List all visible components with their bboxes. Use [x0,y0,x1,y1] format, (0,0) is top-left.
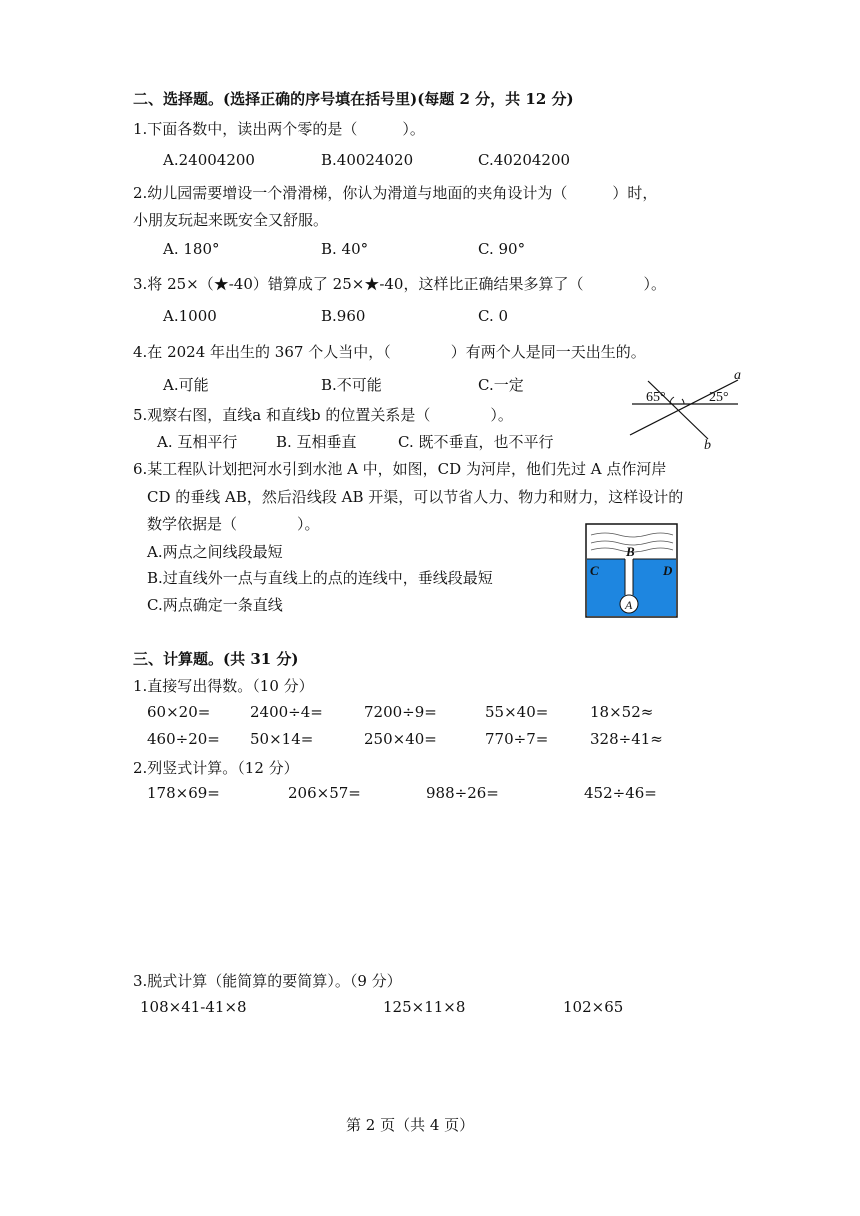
line-a [630,380,738,435]
page-number: 第 2 页（共 4 页） [346,1116,475,1134]
vertical-calc-1: 178×69= [147,784,220,802]
question-3-option-c: C. 0 [478,307,509,325]
part-3-title: 3.脱式计算（能简算的要简算）。（9 分） [133,972,402,990]
lines-a-b-figure [620,365,760,455]
question-5-option-a: A. 互相平行 [157,433,238,451]
question-1-option-a: A.24004200 [163,151,255,169]
oral-calc-r1-c2: 2400÷4= [250,703,323,721]
question-1-option-b: B.40024020 [321,151,414,169]
point-d-label: D [663,563,673,578]
line-a-label: a [734,368,741,383]
angle-25-arc [682,399,684,404]
stepwise-calc-3: 102×65 [563,998,624,1016]
vertical-calc-4: 452÷46= [584,784,657,802]
point-c-label: C [590,563,599,578]
question-5-option-c: C. 既不垂直，也不平行 [398,433,554,451]
question-6-stem-line1: 6.某工程队计划把河水引到水池 A 中，如图，CD 为河岸，他们先过 A 点作河岸 [133,460,667,478]
oral-calc-r1-c4: 55×40= [485,703,549,721]
angle-65-label: 65° [646,390,666,405]
question-3-option-a: A.1000 [163,307,217,325]
oral-calc-r2-c4: 770÷7= [485,730,549,748]
question-4-option-b: B.不可能 [321,376,382,394]
point-a-label: A [625,598,633,612]
oral-calc-r2-c1: 460÷20= [147,730,220,748]
point-b-label: B [626,544,635,559]
question-4-option-c: C.一定 [478,376,524,394]
section-2-heading: 二、选择题。(选择正确的序号填在括号里)(每题 2 分，共 12 分) [133,90,574,108]
oral-calc-r2-c5: 328÷41≈ [590,730,663,748]
oral-calc-r1-c3: 7200÷9= [364,703,437,721]
question-2-option-c: C. 90° [478,240,526,258]
question-6-stem-line3: 数学依据是（ ）。 [147,515,320,533]
stepwise-calc-2: 125×11×8 [383,998,466,1016]
question-5-stem: 5.观察右图，直线a 和直线b 的位置关系是（ ）。 [133,406,513,424]
oral-calc-r2-c2: 50×14= [250,730,314,748]
vertical-calc-2: 206×57= [288,784,361,802]
oral-calc-r1-c1: 60×20= [147,703,211,721]
question-6-option-a: A.两点之间线段最短 [147,543,283,561]
question-6-stem-line2: CD 的垂线 AB，然后沿线段 AB 开渠，可以节省人力、物力和财力，这样设计的 [147,488,684,506]
question-2-option-a: A. 180° [163,240,220,258]
stepwise-calc-1: 108×41-41×8 [140,998,247,1016]
angle-25-label: 25° [709,390,729,405]
oral-calc-r1-c5: 18×52≈ [590,703,654,721]
question-1-option-c: C.40204200 [478,151,571,169]
question-6-option-b: B.过直线外一点与直线上的点的连线中，垂线段最短 [147,569,493,587]
question-4-option-a: A.可能 [163,376,209,394]
vertical-calc-3: 988÷26= [426,784,499,802]
question-3-stem: 3.将 25×（★-40）错算成了 25×★-40，这样比正确结果多算了（ ）。 [133,275,666,293]
question-5-option-b: B. 互相垂直 [276,433,357,451]
question-3-option-b: B.960 [321,307,366,325]
river-pool-figure [585,523,680,619]
section-3-heading: 三、计算题。(共 31 分) [133,650,299,668]
question-6-option-c: C.两点确定一条直线 [147,596,283,614]
part-1-title: 1.直接写出得数。（10 分） [133,677,314,695]
question-1-stem: 1.下面各数中，读出两个零的是（ ）。 [133,120,425,138]
question-2-stem-line1: 2.幼儿园需要增设一个滑滑梯，你认为滑道与地面的夹角设计为（ ）时， [133,184,658,202]
line-b-label: b [704,438,711,453]
oral-calc-r2-c3: 250×40= [364,730,437,748]
question-4-stem: 4.在 2024 年出生的 367 个人当中，（ ）有两个人是同一天出生的。 [133,343,646,361]
question-2-stem-line2: 小朋友玩起来既安全又舒服。 [133,211,329,229]
question-2-option-b: B. 40° [321,240,369,258]
part-2-title: 2.列竖式计算。（12 分） [133,759,299,777]
